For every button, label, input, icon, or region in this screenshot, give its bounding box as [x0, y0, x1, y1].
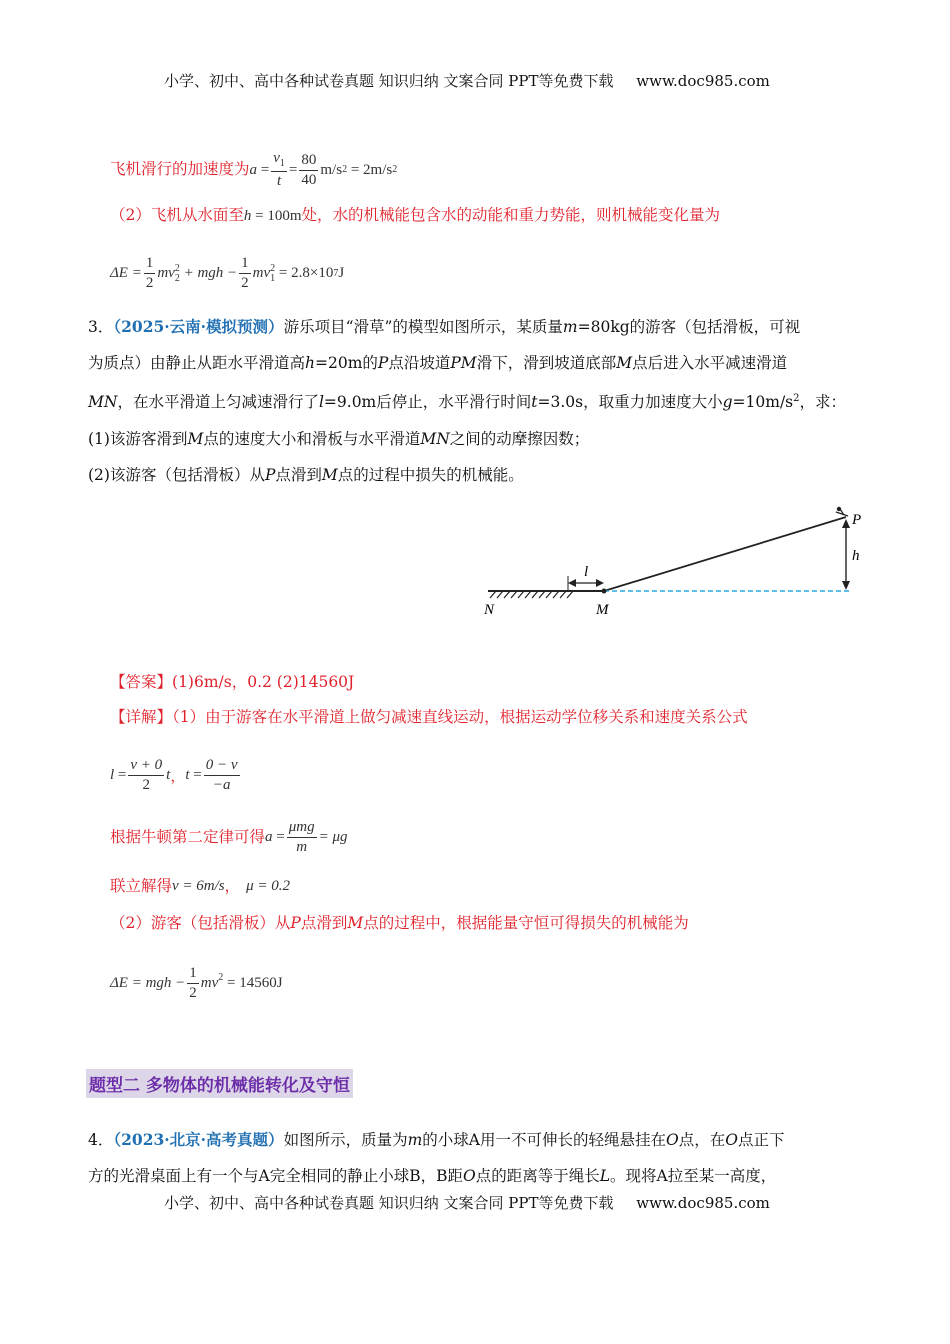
prev-part2: （2）飞机从水面至h = 100m处，水的机械能包含水的动能和重力势能，则机械能变化量为 — [110, 206, 721, 224]
q4-source: （2023·北京·高考真题） — [113, 1130, 284, 1149]
ground-hatch — [490, 591, 573, 598]
header-site: www.doc985.com — [636, 72, 770, 90]
detail-tag: 【详解】 — [110, 708, 173, 726]
footer-text: 小学、初中、高中各种试卷真题 知识归纳 文案合同 PPT等免费下载 — [164, 1194, 614, 1212]
page-footer — [164, 1192, 770, 1213]
accel-formula: a = $\frac{v_1}{t}$ = $\frac{80}{40}$ m/s 2 = 2m/s 2 — [249, 150, 398, 189]
l-arrow-head-right — [596, 579, 604, 587]
solve-line: 联立解得 v = 6m/s ， μ = 0.2 — [110, 877, 291, 895]
q3-part2-detail: （2）游客（包括滑板）从P点滑到M点的过程中，根据能量守恒可得损失的机械能为 — [110, 914, 689, 932]
diagram-label-P: P — [852, 512, 862, 528]
h-arrow-head-top — [842, 519, 850, 528]
l-arrow-head-left — [568, 579, 576, 587]
q3-line3: MN，在水平滑道上匀减速滑行了l=9.0m后停止，水平滑行时间t=3.0s，取重力加速度大小$g=10m/s^2$，求： — [88, 393, 847, 412]
page-header — [164, 70, 770, 91]
newton-line: 根据牛顿第二定律可得 a = $\frac{\text{μmg}}{m}$ = μg — [110, 819, 348, 855]
accel-line — [110, 151, 397, 189]
slope-line — [604, 517, 846, 591]
diagram-label-N: N — [484, 602, 495, 618]
header-text: 小学、初中、高中各种试卷真题 知识归纳 文案合同 PPT等免费下载 — [164, 72, 614, 90]
point-M — [602, 589, 607, 594]
q3-detail: 【详解】（1）由于游客在水平滑道上做匀减速直线运动，根据运动学位移关系和速度关系公式 — [110, 708, 748, 726]
q3-source: （2025·云南·模拟预测） — [113, 317, 284, 336]
q3-sub1: (1)该游客滑到M点的速度大小和滑板与水平滑道MN之间的动摩擦因数； — [88, 430, 590, 448]
answer-tag: 【答案】 — [110, 673, 173, 691]
kinematics-formulas: l = $\frac{v + 0}{2}$ t ， t = $\frac{0 - v}{-a}$ — [110, 757, 238, 793]
diagram-label-M: M — [596, 602, 609, 618]
q3-line2: 为质点）由静止从距水平滑道高h=20m的P点沿坡道PM滑下，滑到坡道底部M点后进入水平减速滑道 — [88, 354, 788, 372]
diagram-label-l: l — [584, 564, 589, 580]
energy-loss-formula: ΔE = mgh − $\frac{1}{2}$ mv $^2$ = 14560J — [110, 965, 283, 1001]
accel-label: 飞机滑行的加速度为 — [110, 160, 250, 179]
skier-icon — [836, 507, 848, 516]
energy-change-formula: ΔE = $\frac{1}{2}$ mv 2 2 + mgh − $\frac{1}{2}$ mv 2 1 = 2.8×10 7 J — [110, 255, 345, 291]
q3-line1: 3．（2025·云南·模拟预测）游乐项目“滑草”的模型如图所示，某质量m=80kg的游客（包括滑板，可视 — [88, 317, 801, 336]
q4-line1: 4．（2023·北京·高考真题）如图所示，质量为m的小球A用一不可伸长的轻绳悬挂在O点，在O点正下 — [88, 1130, 785, 1149]
slope-diagram — [480, 500, 880, 625]
q3-answer: 【答案】(1)6m/s，0.2 (2)14560J — [110, 673, 355, 691]
h-arrow-head-bottom — [842, 581, 850, 590]
q4-line2: 方的光滑桌面上有一个与A完全相同的静止小球B，B距O点的距离等于绳长L。现将A拉至某一高度， — [88, 1167, 777, 1185]
footer-site: www.doc985.com — [636, 1194, 770, 1212]
q3-sub2: (2)该游客（包括滑板）从P点滑到M点的过程中损失的机械能。 — [88, 466, 524, 484]
section-title: 题型二 多物体的机械能转化及守恒 — [86, 1069, 353, 1098]
diagram-label-h: h — [852, 548, 860, 564]
